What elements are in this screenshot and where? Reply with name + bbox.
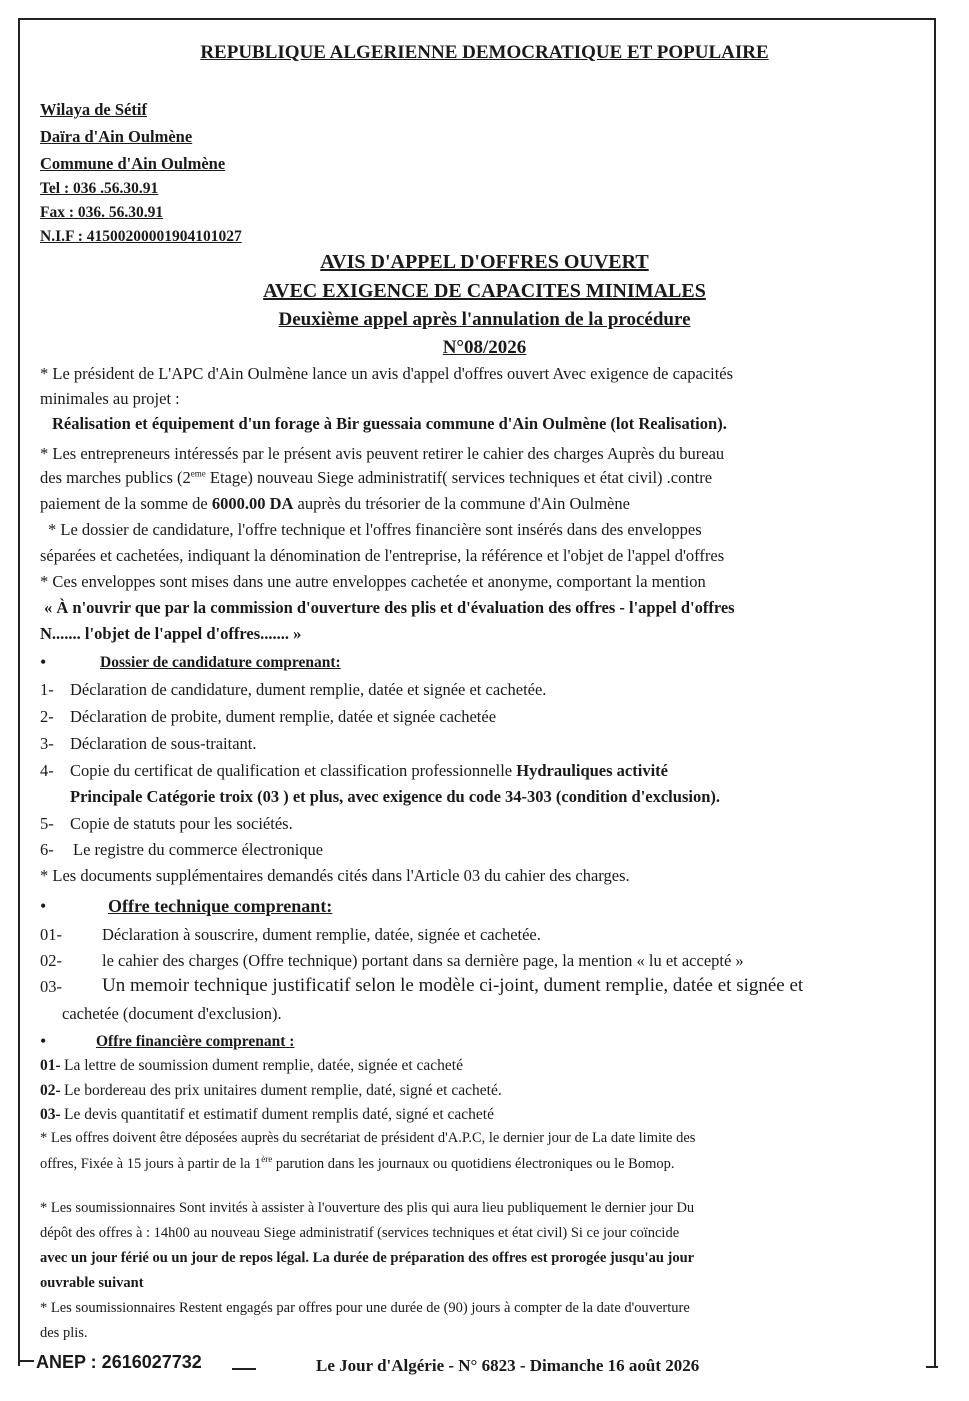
intro-line: * Le président de L'APC d'Ain Oulmène lance un avis d'appel d'offres ouvert Avec exigence de capacités — [40, 364, 734, 383]
wilaya: Wilaya de Sétif — [40, 100, 147, 119]
anep-reference: ANEP : 2616027732 — [36, 1352, 202, 1372]
footer-rule — [232, 1368, 256, 1370]
bullet: • — [40, 1031, 47, 1051]
text-span: offres, Fixée à 15 jours à partir de la 1 — [40, 1155, 262, 1172]
activity: Hydrauliques activité — [516, 761, 668, 780]
text-span: Copie du certificat de qualification et classification professionnelle — [70, 761, 517, 780]
list-num: 4- — [40, 761, 54, 780]
republic-title: REPUBLIQUE ALGERIENNE DEMOCRATIQUE ET POPULAIRE — [200, 42, 769, 63]
opening-line: avec un jour férié ou un jour de repos légal. La durée de préparation des offres est prorogée jusqu'au jour — [40, 1250, 695, 1266]
footer-rule — [18, 1360, 34, 1362]
text-span: parution dans les journaux ou quotidiens électroniques ou le Bomop. — [272, 1155, 675, 1172]
technique-header: Offre technique comprenant: — [108, 896, 333, 916]
text-span: paiement de la somme de — [40, 494, 212, 513]
intro-line: * Les entrepreneurs intéressés par le présent avis peuvent retirer le cahier des charges Auprès du bureau — [40, 444, 725, 463]
list-item: Copie de statuts pour les sociétés. — [70, 814, 293, 833]
list-num: 5- — [40, 814, 54, 833]
candidature-header: Dossier de candidature comprenant: — [100, 654, 341, 671]
text-span: auprès du trésorier de la commune d'Ain Oulmène — [293, 494, 630, 513]
list-item-continuation: cachetée (document d'exclusion). — [62, 1004, 282, 1023]
list-item: Déclaration à souscrire, dument remplie, datée, signée et cachetée. — [102, 925, 541, 944]
list-item: Déclaration de candidature, dument remplie, datée et signée et cachetée. — [70, 680, 547, 699]
list-item: le cahier des charges (Offre technique) portant dans sa dernière page, la mention « lu et accepté » — [102, 951, 744, 970]
list-num: 02- — [40, 951, 62, 970]
intro-line — [40, 468, 712, 488]
financiere-header: Offre financière comprenant : — [96, 1033, 295, 1050]
intro-line: * Ces enveloppes sont mises dans une autre enveloppes cachetée et anonyme, comportant la mention — [40, 572, 706, 591]
notice-subtitle: AVEC EXIGENCE DE CAPACITES MINIMALES — [263, 280, 706, 302]
list-item — [70, 761, 668, 781]
newspaper-info: Le Jour d'Algérie - N° 6823 - Dimanche 16 août 2026 — [316, 1356, 700, 1375]
deposit-line: * Les offres doivent être déposées auprès du secrétariat de président d'A.P.C, le dernier jour de La date limite des — [40, 1130, 696, 1146]
validity-line: * Les soumissionnaires Restent engagés par offres pour une durée de (90) jours à compter de la date d'ouverture — [40, 1300, 690, 1316]
candidature-note: * Les documents supplémentaires demandés cités dans l'Article 03 du cahier des charges. — [40, 866, 630, 885]
list-num: 03- — [40, 1106, 61, 1123]
list-item: La lettre de soumission dument remplie, datée, signée et cacheté — [64, 1057, 463, 1074]
list-num: 03- — [40, 977, 62, 996]
superscript: eme — [190, 468, 206, 479]
opening-line: * Les soumissionnaires Sont invités à assister à l'ouverture des plis qui aura lieu publiquement le dernier jour Du — [40, 1200, 695, 1216]
superscript: ère — [261, 1154, 273, 1164]
list-num: 02- — [40, 1082, 61, 1099]
list-num: 01- — [40, 1057, 61, 1074]
text-span: Etage) nouveau Siege administratif( services techniques et état civil) .contre — [205, 468, 713, 487]
list-item: Déclaration de probite, dument remplie, datée et signée cachetée — [70, 707, 497, 726]
list-item: Déclaration de sous-traitant. — [70, 734, 257, 753]
fax: Fax : 036. 56.30.91 — [40, 204, 164, 221]
commune: Commune d'Ain Oulmène — [40, 154, 226, 173]
notice-number: N°08/2026 — [442, 337, 527, 358]
bullet: • — [40, 896, 47, 916]
intro-line: séparées et cachetées, indiquant la dénomination de l'entreprise, la référence et l'objet de l'appel d'offres — [40, 546, 725, 565]
list-num: 01- — [40, 925, 62, 944]
opening-line: ouvrable suivant — [40, 1275, 144, 1291]
deposit-line — [40, 1154, 675, 1173]
list-num: 6- — [40, 840, 54, 859]
list-item: Le bordereau des prix unitaires dument remplie, daté, signé et cacheté. — [64, 1082, 502, 1099]
list-num: 1- — [40, 680, 54, 699]
validity-line: des plis. — [40, 1325, 88, 1341]
intro-line: minimales au projet : — [40, 389, 180, 408]
intro-line: * Le dossier de candidature, l'offre technique et l'offres financière sont insérés dans des enveloppes — [48, 520, 702, 539]
mention-line: N....... l'objet de l'appel d'offres....... » — [40, 624, 302, 643]
nif: N.I.F : 41500200001904101027 — [40, 228, 242, 245]
list-num: 2- — [40, 707, 54, 726]
text-span: des marches publics (2 — [40, 468, 191, 487]
daira: Daïra d'Ain Oulmène — [40, 127, 193, 146]
amount: 6000.00 DA — [211, 494, 294, 513]
telephone: Tel : 036 .56.30.91 — [40, 180, 159, 197]
mention-line: « À n'ouvrir que par la commission d'ouverture des plis et d'évaluation des offres - l'appel d'offres — [44, 598, 735, 617]
bullet: • — [40, 652, 47, 672]
list-num: 3- — [40, 734, 54, 753]
list-item: Le devis quantitatif et estimatif dument remplis daté, signé et cacheté — [64, 1106, 494, 1123]
intro-line — [40, 494, 630, 514]
footer-rule — [926, 1366, 938, 1368]
list-item: Un memoir technique justificatif selon le modèle ci-joint, dument remplie, datée et signée et — [102, 975, 804, 996]
second-call-title: Deuxième appel après l'annulation de la procédure — [278, 309, 691, 330]
list-item-continuation: Principale Catégorie troix (03 ) et plus, avec exigence du code 34-303 (condition d'exclusion). — [70, 787, 720, 806]
opening-line: dépôt des offres à : 14h00 au nouveau Siege administratif (services techniques et état civil) Si ce jour coïncide — [40, 1225, 680, 1241]
list-item: Le registre du commerce électronique — [73, 840, 324, 859]
notice-title: AVIS D'APPEL D'OFFRES OUVERT — [320, 251, 649, 273]
project-title: Réalisation et équipement d'un forage à Bir guessaia commune d'Ain Oulmène (lot Realisation). — [52, 414, 727, 433]
